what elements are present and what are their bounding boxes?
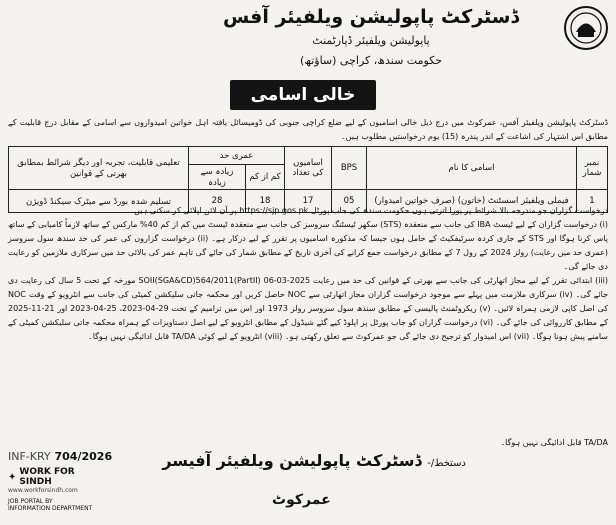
conditions-vi-viii: کے مطابق کارروائی کی جائے گی۔ (vi) درخواست گزاران کو جاب پورٹل پر اپلوڈ کیے گئے شیڈول کے مطابق انٹرویو کے لیے اصل دستاویزات کے ہمراہ محکمہ جاتی سلیکشن کمیٹی کے سامنے پیش ہونا ہوگا۔ (vii) اس امیدوار کو ترجیح دی جائے گی جو عمرکوٹ سے تعلق رکھتی ہو۔ (viii) انٹرویو کے لیے کوئی TA/DA قابل ادائیگی نہیں ہوگا۔ bbox=[8, 318, 608, 341]
inf-number bbox=[8, 450, 113, 463]
department-name: پاپولیشن ویلفیئر ڈپارٹمنٹ bbox=[312, 34, 430, 47]
job-portal-link[interactable]: https://sjp.gos.pk bbox=[239, 206, 309, 215]
notification-date: 06-03-2025 bbox=[263, 276, 311, 285]
conditions-iii: (iii) ابتدائی تقرر کے لیے مجاز اتھارٹی کی جانب سے بھرتی کے قوانین کی حد میں رعایت bbox=[313, 276, 609, 285]
signatory-title: ڈسٹرکٹ پاپولیشن ویلفیئر آفیسر bbox=[162, 451, 422, 470]
col-qualification: تعلیمی قابلیت، تجربہ اور دیگر شرائط بمطابق بھرتی کے قوانین bbox=[9, 147, 189, 190]
government-of-sindh-seal-icon bbox=[563, 5, 609, 51]
portal-line-2: INFORMATION DEPARTMENT bbox=[8, 505, 93, 512]
col-bps: BPS bbox=[332, 147, 367, 190]
signature-block bbox=[162, 451, 466, 470]
cell-post: فیملی ویلفیئر اسسٹنٹ (خاتون) (صرف خواتین امیدوار) bbox=[367, 190, 577, 213]
cell-serial: 1 bbox=[577, 190, 608, 213]
col-count: اسامیوں کی تعداد bbox=[285, 147, 332, 190]
work-website[interactable]: www.workforsindh.com bbox=[8, 487, 78, 494]
apply-text: درخواست گزاران جو مندرجہ بالا شرائط پر پورا اترتی ہوں حکومت سندھ کی جاب پورٹل bbox=[310, 206, 608, 215]
col-serial: نمبر شمار bbox=[577, 147, 608, 190]
col-age-max: زیادہ سے زیادہ bbox=[189, 165, 246, 190]
col-age-min: کم از کم bbox=[246, 165, 285, 190]
conditions-text bbox=[8, 204, 608, 344]
conditions-iv-v: مورخہ کے تحت 5 سال کی رعایت دی جائے گی۔ (iv) سرکاری ملازمت میں پہلے سے موجود درخواست گزاران مجاز اتھارٹی سے NOC حاصل کریں اور محکمہ جاتی سلیکشن کمیٹی کی جانب سے انٹرویو کے وقت NOC کی اصل کاپی لازمی ہمراہ لائیں۔ (v) ریکروٹمنٹ پالیسی کے مطابق سندھ سول سروسز رولز 1973 اور اس میں ترامیم کے تحت bbox=[8, 276, 609, 313]
signatory-place: عمرکوٹ bbox=[272, 492, 331, 508]
inf-box bbox=[8, 450, 113, 520]
inf-code: 704/2026 bbox=[54, 450, 113, 463]
office-title: ڈسٹرکٹ پاپولیشن ویلفیئر آفس bbox=[223, 6, 519, 28]
cell-bps: 05 bbox=[332, 190, 367, 213]
work-for-sindh-logo bbox=[8, 467, 106, 487]
notification-dates: 29-04-2023، 25-04-2023 اور 21-11-2025 bbox=[8, 304, 169, 313]
col-post: اسامی کا نام bbox=[367, 147, 577, 190]
government-name: حکومت سندھ، کراچی (ساؤتھ) bbox=[299, 54, 443, 67]
cell-age-max: 28 bbox=[189, 190, 246, 213]
cell-count: 17 bbox=[285, 190, 332, 213]
tada-note: TA/DA قابل ادائیگی نہیں ہوگا۔ bbox=[500, 438, 608, 447]
vacancy-table bbox=[8, 146, 608, 213]
signature-prefix: دستخط/- bbox=[427, 458, 466, 469]
job-portal-credit bbox=[8, 498, 106, 512]
star-icon: ✦ bbox=[8, 471, 17, 483]
portal-line-1: JOB PORTAL BY bbox=[8, 498, 53, 505]
cell-qualification: تسلیم شدہ بورڈ سے میٹرک سیکنڈ ڈویژن bbox=[9, 190, 189, 213]
apply-text-end: پر آن لائن اپلائی کر سکتی ہیں۔ bbox=[129, 206, 237, 215]
inf-prefix: INF-KRY bbox=[8, 450, 51, 463]
work-label: WORK FOR SINDH bbox=[19, 467, 75, 487]
notification-ref: SOII(SGA&CD)564/2011(PartII) bbox=[138, 276, 261, 285]
vacancy-banner: خالی اسامی bbox=[230, 80, 376, 110]
cell-age-min: 18 bbox=[246, 190, 285, 213]
conditions-i-ii: (i) درخواست گزاران کے لیے ٹیسٹ IBA کی جانب سے منعقدہ (STS) سکھر ٹیسٹنگ سروسز کی جانب سے منعقدہ ٹیسٹ میں کم از کم 40% مارکس کے ساتھ لازماً کامیابی کے ساتھ پاس کرنا ہوگا اور STS کے جاری کردہ سرٹیفکیٹ کے حامل ہوں جیسا کہ مذکورہ اسامیوں پر تقرر کے لیے درکار ہے۔ (ii) درخواست گزاروں کی عمر کی حد سندھ سول سروسز (عمری حد میں رعایت) رولز 2024 کے رول 7 کے مطابق درخواست جمع کرانے کی آخری تاریخ کے مطابق شمار کی جائے گی تاہم عمر کی بالائی حد میں سرکاری ملازمین کو رعایت دی جائے گی۔ bbox=[8, 220, 608, 271]
col-age: عمری حد bbox=[189, 147, 285, 165]
intro-paragraph: ڈسٹرکٹ پاپولیشن ویلفیئر آفس، عمرکوٹ میں درج ذیل خالی اسامیوں کے لیے ضلع کراچی جنوبی کی ڈومیسائل یافتہ اہل خواتین امیدواروں سے اسامی کے مقابل درج قابلیت کے مطابق اس اشتہار کی اشاعت کے اندر پندرہ (15) یوم درخواستیں مطلوب ہیں۔ bbox=[8, 118, 608, 141]
